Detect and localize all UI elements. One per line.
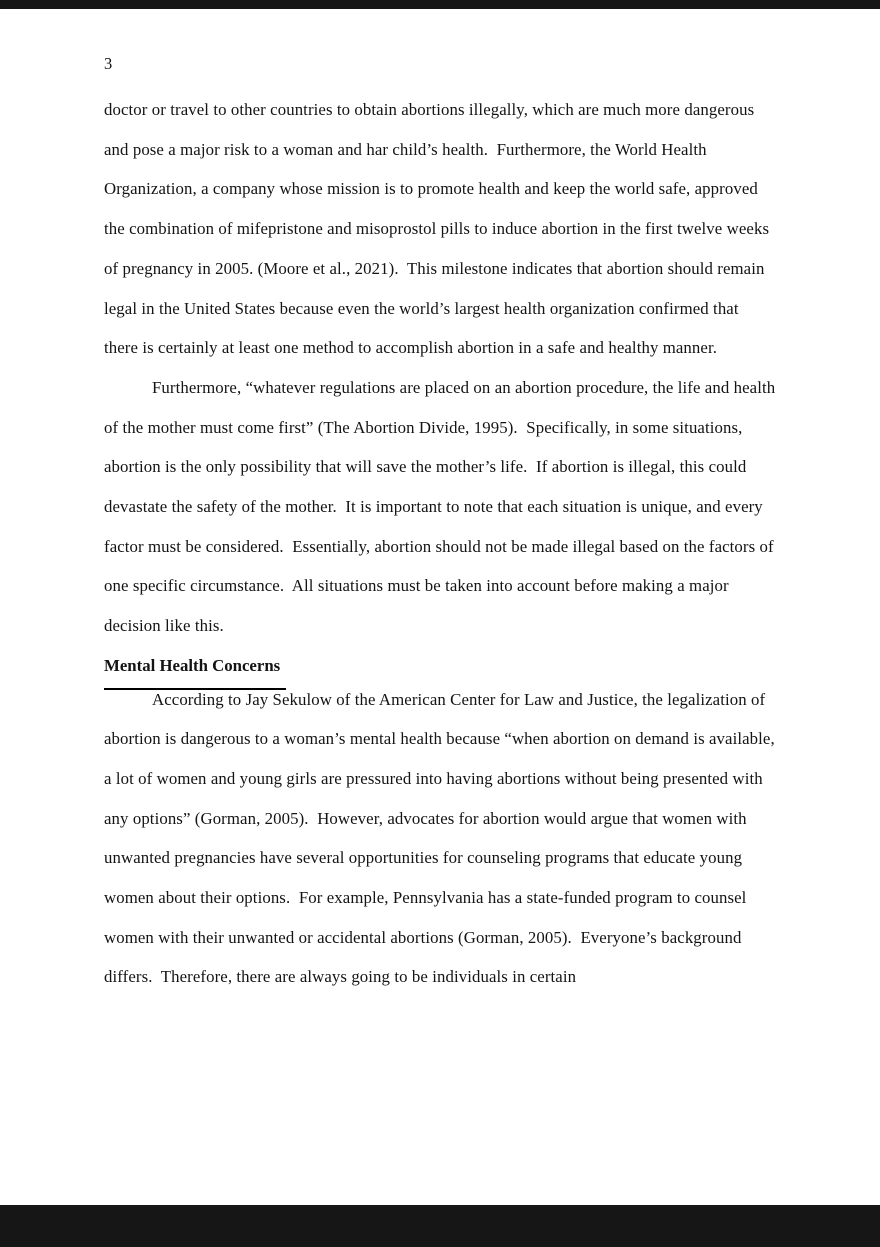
bottom-border [0,1205,880,1247]
paragraph-mother-safety: Furthermore, “whatever regulations are placed on an abortion procedure, the life and health of the mother must come first” (The Abortion Divide, 1995). Specifically, in some situations, abortion is the only possibility that will save the mother’s life. If abortion is illegal, this could devastate the safety of the mother. It is important to note that each situation is unique, and every factor must be considered. Essentially, abortion should not be made illegal based on the factors of one specific circumstance. All situations must be taken into account before making a major decision like this. [104,377,780,636]
top-border [0,0,880,9]
paragraph-who-approval: doctor or travel to other countries to obtain abortions illegally, which are much more dangerous and pose a major risk to a woman and har child’s health. Furthermore, the World Health Organization, a company whose mission is to promote health and keep the world safe, approved the combination of mifepristone and misoprostol pills to induce abortion in the first twelve weeks of pregnancy in 2005. (Moore et al., 2021). This milestone indicates that abortion should remain legal in the United States because even the world’s largest health organization confirmed that there is certainly at least one method to accomplish abortion in a safe and healthy manner. [104,100,774,358]
paragraph-mental-health: According to Jay Sekulow of the American Center for Law and Justice, the legalization of abortion is dangerous to a woman’s mental health because “when abortion on demand is available, a lot of women and young girls are pressured into having abortions without being presented with any options” (Gorman, 2005). However, advocates for abortion would argue that women with unwanted pregnancies have several opportunities for counseling programs that educate young women about their options. For example, Pennsylvania has a state-funded program to counsel women with their unwanted or accidental abortions (Gorman, 2005). Everyone’s background differs. Therefore, there are always going to be individuals in certain [104,689,780,987]
page-number: 3 [104,54,113,73]
section-heading-mental-health: Mental Health Concerns [104,655,281,675]
document-page [0,9,880,1205]
